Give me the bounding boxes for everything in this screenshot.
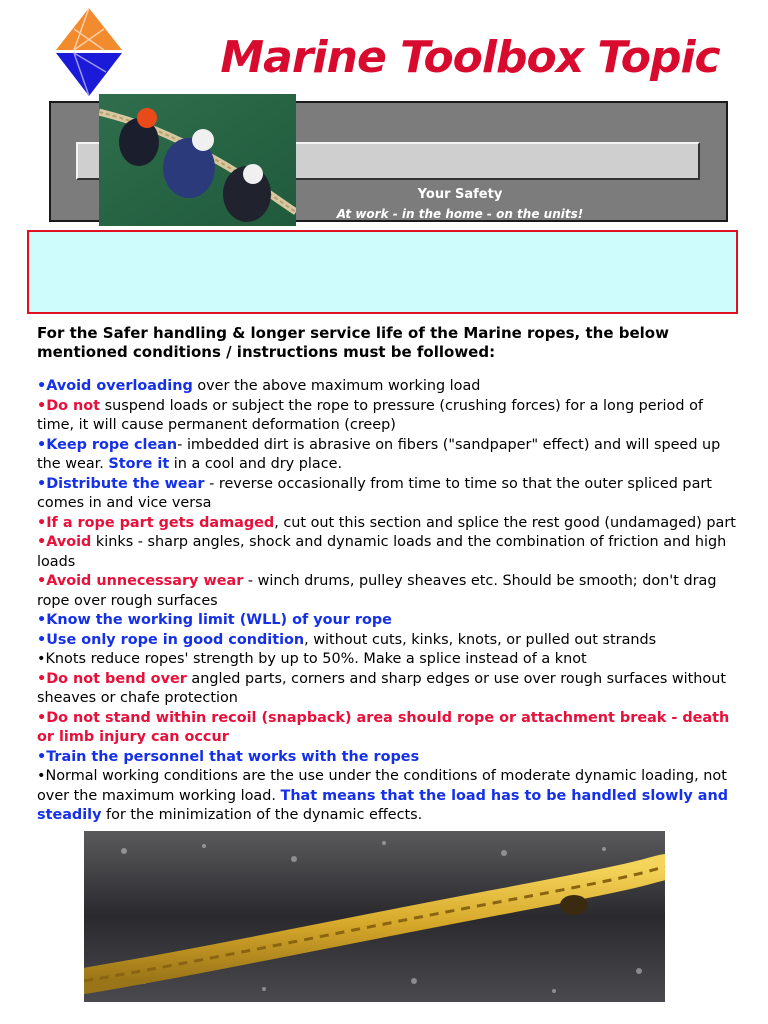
- banner-subtitle: Your Safety: [417, 187, 503, 202]
- guideline-text: •Knots reduce ropes' strength by up to 50%. Make a splice instead of a knot: [37, 651, 587, 667]
- list-item: [37, 709, 737, 748]
- guideline-text: suspend loads or subject the rope to pressure (crushing forces) for a long period of time, it will cause permanent deformation (creep): [37, 397, 703, 433]
- banner-tagline: At work - in the home - on the units!: [336, 207, 584, 221]
- list-item: [37, 650, 737, 670]
- guideline-text: - reverse occasionally from time to time so that the outer spliced part comes in and vice versa: [37, 475, 712, 511]
- guideline-text: , cut out this section and splice the rest good (undamaged) part: [274, 514, 736, 531]
- intro-paragraph: For the Safer handling & longer service life of the Marine ropes, the below mentioned conditions / instructions must be followed:: [37, 324, 669, 361]
- guideline-text: •Normal working conditions are the use under the conditions of moderate dynamic loading, not over the maximum working load.: [37, 768, 727, 804]
- guideline-emphasis: •Do not bend over: [37, 670, 187, 687]
- guideline-text: - imbedded dirt is abrasive on fibers ("sandpaper" effect) and will speed up the wear.: [37, 436, 721, 472]
- list-item: [37, 377, 737, 397]
- list-item: [37, 533, 737, 572]
- guideline-emphasis: •Do not stand within recoil (snapback) area should rope or attachment break - death or limb injury can occur: [37, 709, 730, 745]
- list-item: [37, 514, 737, 534]
- list-item: [37, 670, 737, 709]
- braided-rope-photo: [84, 831, 665, 1002]
- guideline-emphasis: •Distribute the wear: [37, 475, 205, 492]
- guideline-emphasis: •Keep rope clean: [37, 436, 178, 453]
- guideline-emphasis: •Use only rope in good condition: [37, 631, 305, 648]
- guideline-emphasis: •Avoid unnecessary wear: [37, 573, 244, 589]
- crew-handling-rope-photo: [99, 94, 296, 226]
- guideline-emphasis: •Know the working limit (WLL) of your rope: [37, 612, 392, 628]
- guideline-emphasis: •Avoid: [37, 534, 92, 550]
- guideline-text-secondary: in a cool and dry place.: [169, 456, 343, 472]
- guideline-emphasis: •If a rope part gets damaged: [37, 514, 275, 531]
- list-item: [37, 397, 737, 436]
- guideline-text-secondary: for the minimization of the dynamic effects.: [101, 807, 423, 823]
- rope-handling-guidelines: [37, 377, 737, 826]
- list-item: [37, 436, 737, 475]
- guideline-emphasis-secondary: Store it: [108, 456, 170, 472]
- list-item: [37, 611, 737, 631]
- list-item: [37, 572, 737, 611]
- guideline-emphasis: •Train the personnel that works with the ropes: [37, 748, 420, 765]
- guideline-emphasis: •Avoid overloading: [37, 378, 193, 394]
- list-item: [37, 631, 737, 651]
- guideline-text: over the above maximum working load: [192, 378, 481, 394]
- list-item: [37, 475, 737, 514]
- guideline-text: angled parts, corners and sharp edges or use over rough surfaces without sheaves or chafe protection: [37, 670, 726, 706]
- guideline-text: , without cuts, kinks, knots, or pulled out strands: [304, 631, 657, 648]
- guideline-emphasis-secondary: That means that the load has to be handled slowly and steadily: [37, 787, 729, 823]
- info-box: [27, 230, 738, 314]
- guideline-text: - winch drums, pulley sheaves etc. Should be smooth; don't drag rope over rough surfaces: [37, 573, 717, 609]
- list-item: [37, 767, 737, 826]
- guideline-emphasis: •Do not: [37, 397, 101, 414]
- guideline-text: kinks - sharp angles, shock and dynamic loads and the combination of friction and high loads: [37, 534, 727, 570]
- page-title: Marine Toolbox Topic: [220, 32, 720, 83]
- company-logo-icon: [54, 6, 124, 96]
- list-item: [37, 748, 737, 768]
